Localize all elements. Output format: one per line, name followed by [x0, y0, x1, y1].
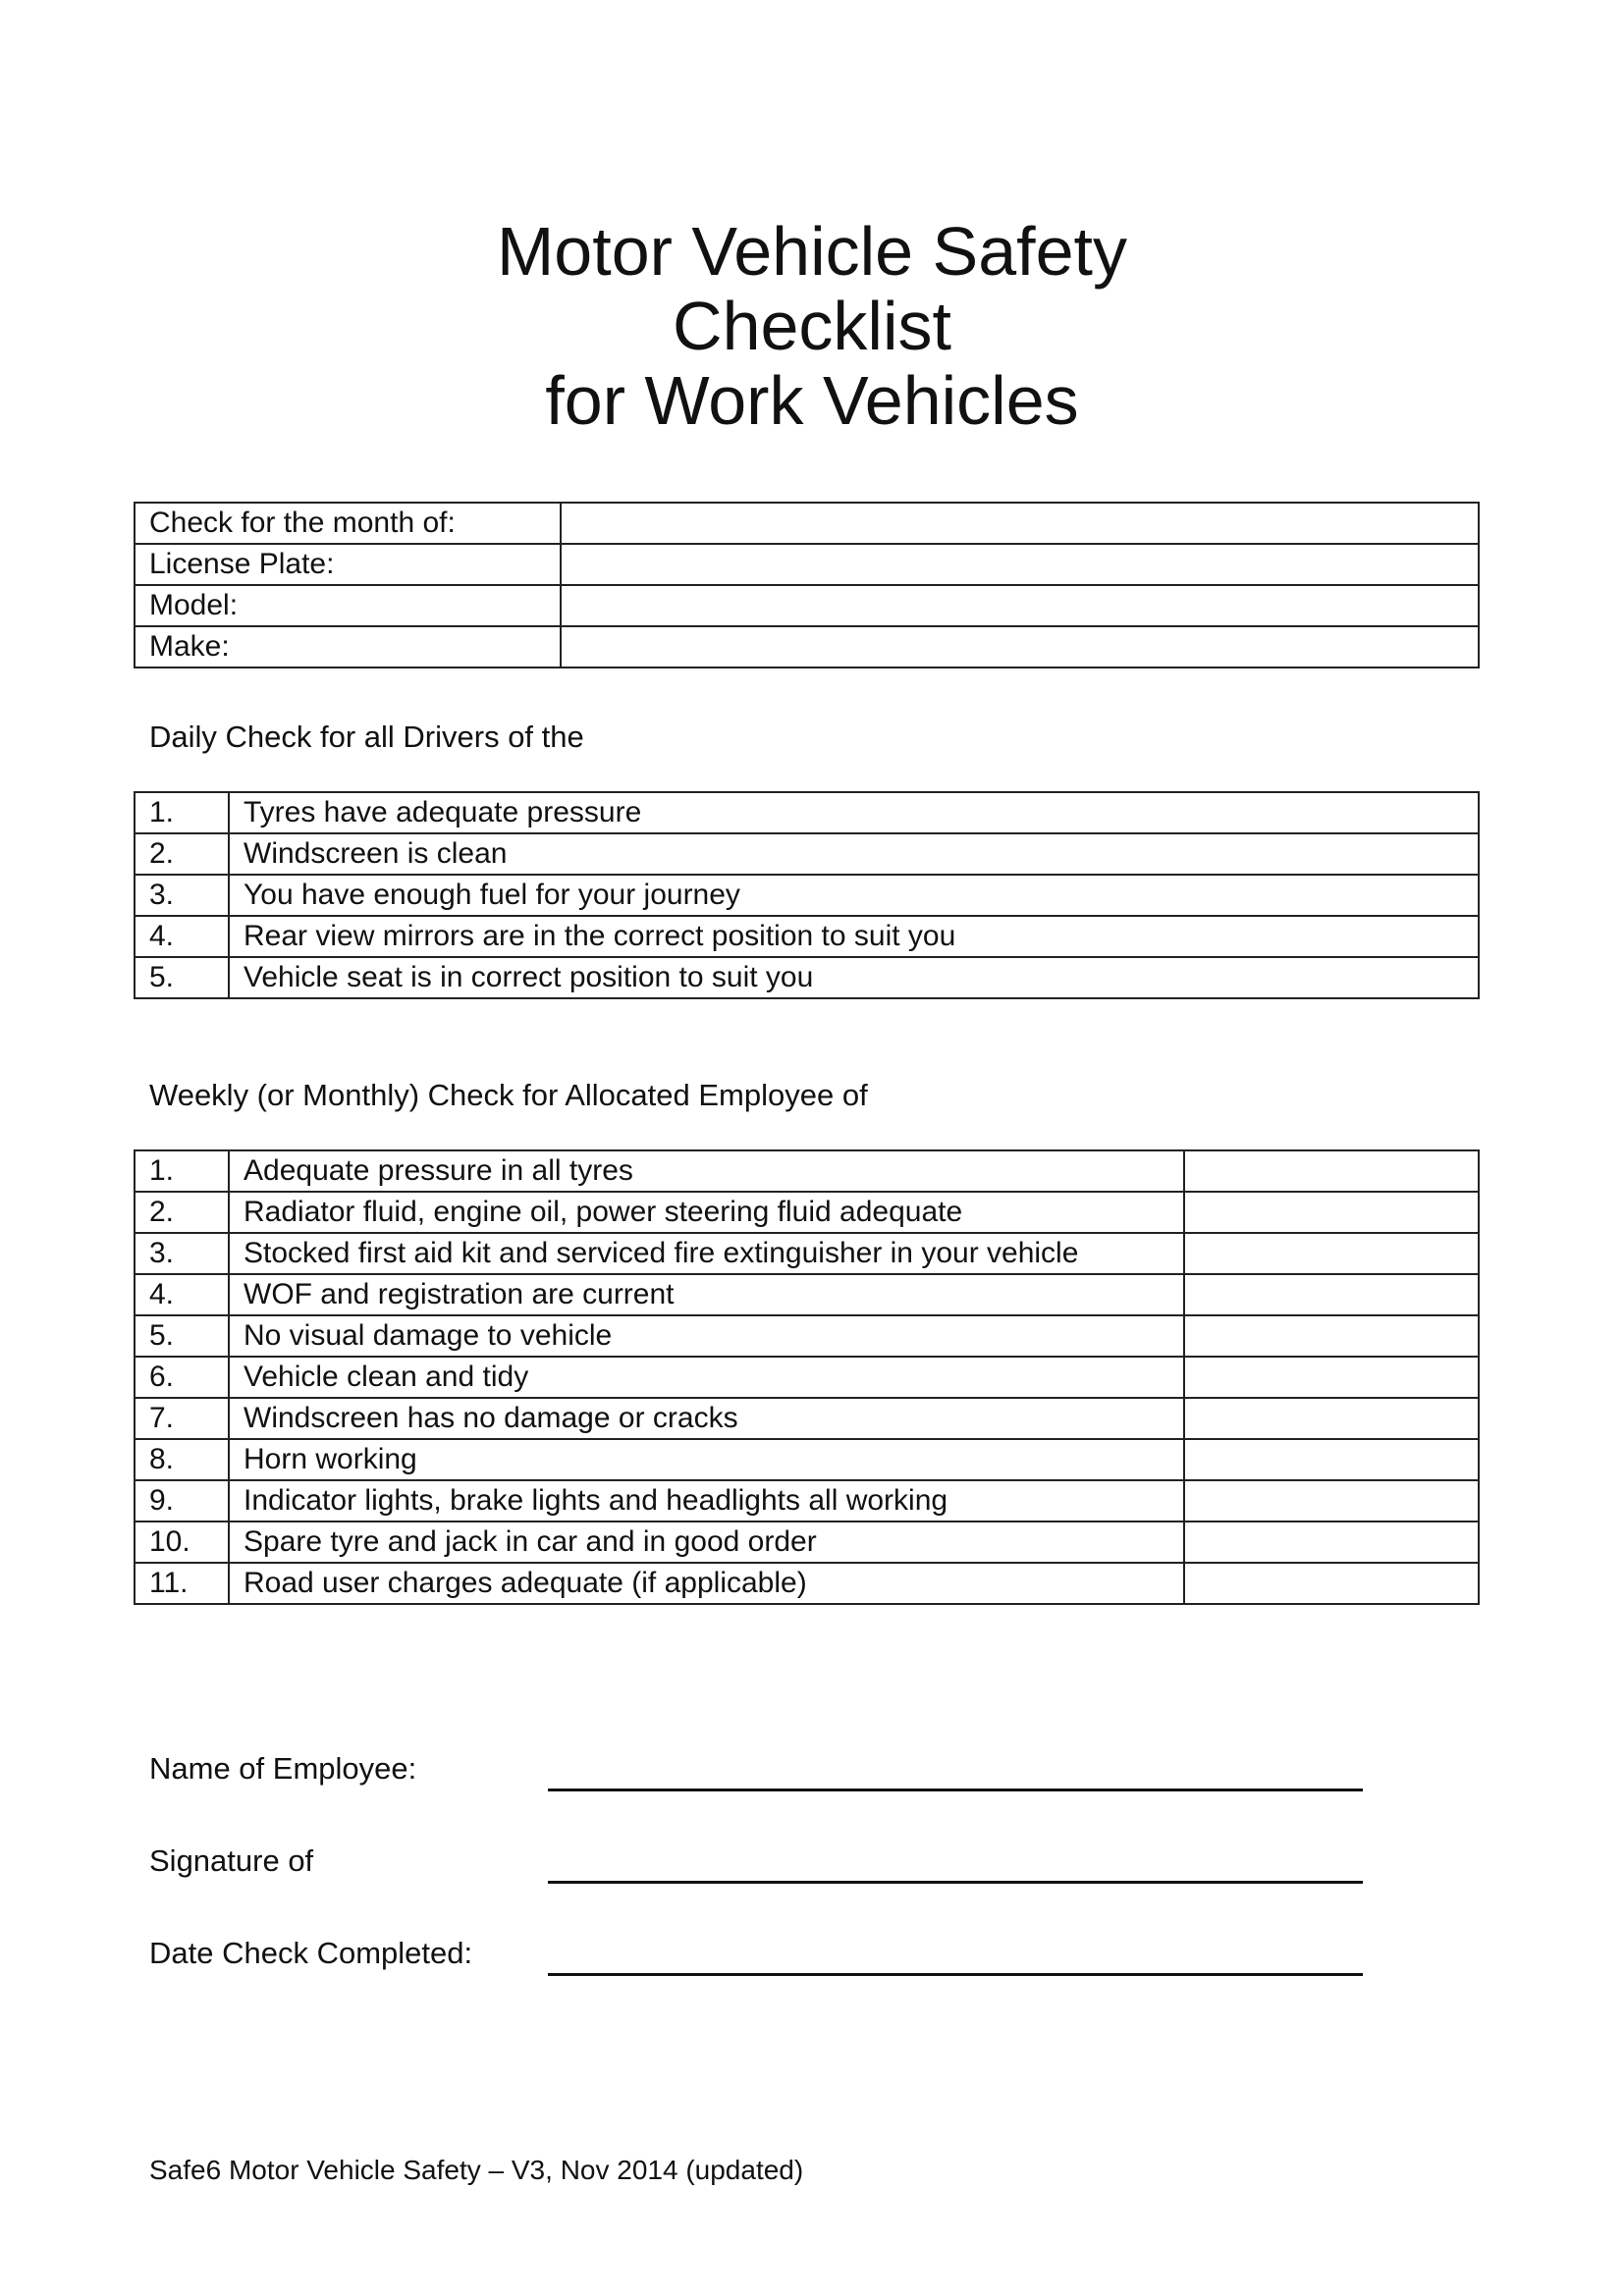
check-cell[interactable]: [1184, 1274, 1479, 1315]
table-row: [135, 1563, 1479, 1604]
item-text: WOF and registration are current: [229, 1274, 1184, 1315]
item-text: Road user charges adequate (if applicable): [229, 1563, 1184, 1604]
item-number: 1.: [135, 1150, 229, 1192]
table-row: [135, 1439, 1479, 1480]
item-number: 4.: [135, 916, 229, 957]
make-field[interactable]: [561, 626, 1479, 667]
item-number: 9.: [135, 1480, 229, 1522]
employee-name-row: [149, 1751, 1367, 1794]
item-number: 2.: [135, 833, 229, 875]
item-number: 6.: [135, 1357, 229, 1398]
signature-row: [149, 1843, 1367, 1887]
check-cell[interactable]: [1184, 1480, 1479, 1522]
month-field[interactable]: [561, 503, 1479, 544]
table-row: [135, 1315, 1479, 1357]
table-row: [135, 1192, 1479, 1233]
model-label: Model:: [135, 585, 561, 626]
model-field[interactable]: [561, 585, 1479, 626]
check-cell[interactable]: [1184, 1522, 1479, 1563]
check-cell[interactable]: [1184, 1150, 1479, 1192]
date-completed-label: Date Check Completed:: [149, 1936, 473, 1970]
check-cell[interactable]: [1184, 1439, 1479, 1480]
table-row: [135, 1233, 1479, 1274]
item-number: 4.: [135, 1274, 229, 1315]
table-row: [135, 833, 1479, 875]
item-number: 5.: [135, 1315, 229, 1357]
table-row: [135, 875, 1479, 916]
table-row: [135, 792, 1479, 833]
table-row: [135, 1480, 1479, 1522]
employee-name-label: Name of Employee:: [149, 1751, 417, 1786]
item-number: 10.: [135, 1522, 229, 1563]
item-text: Vehicle clean and tidy: [229, 1357, 1184, 1398]
item-number: 5.: [135, 957, 229, 998]
item-text: Indicator lights, brake lights and headlights all working: [229, 1480, 1184, 1522]
table-row: [135, 1274, 1479, 1315]
table-row: [135, 916, 1479, 957]
table-row: [135, 626, 1479, 667]
check-cell[interactable]: [1184, 1315, 1479, 1357]
item-text: Tyres have adequate pressure: [229, 792, 1479, 833]
item-text: No visual damage to vehicle: [229, 1315, 1184, 1357]
table-row: [135, 1150, 1479, 1192]
footer-text: Safe6 Motor Vehicle Safety – V3, Nov 2014 (updated): [149, 2155, 804, 2185]
make-label: Make:: [135, 626, 561, 667]
date-row: [149, 1936, 1367, 1979]
item-text: Radiator fluid, engine oil, power steering fluid adequate: [229, 1192, 1184, 1233]
document-title: [0, 213, 1624, 439]
item-number: 1.: [135, 792, 229, 833]
vehicle-info-table: [134, 502, 1480, 668]
item-number: 11.: [135, 1563, 229, 1604]
item-text: Stocked first aid kit and serviced fire extinguisher in your vehicle: [229, 1233, 1184, 1274]
item-text: Rear view mirrors are in the correct position to suit you: [229, 916, 1479, 957]
item-text: Horn working: [229, 1439, 1184, 1480]
check-cell[interactable]: [1184, 1192, 1479, 1233]
title-line-2: Checklist: [673, 288, 951, 364]
item-text: Adequate pressure in all tyres: [229, 1150, 1184, 1192]
item-number: 3.: [135, 875, 229, 916]
table-row: [135, 585, 1479, 626]
item-text: Windscreen has no damage or cracks: [229, 1398, 1184, 1439]
title-line-1: Motor Vehicle Safety: [497, 213, 1127, 290]
employee-name-line[interactable]: [548, 1789, 1363, 1791]
check-cell[interactable]: [1184, 1563, 1479, 1604]
signature-label: Signature of: [149, 1843, 314, 1878]
date-completed-line[interactable]: [548, 1973, 1363, 1976]
table-row: [135, 1398, 1479, 1439]
table-row: [135, 957, 1479, 998]
table-row: [135, 1357, 1479, 1398]
license-plate-field[interactable]: [561, 544, 1479, 585]
table-row: [135, 1522, 1479, 1563]
item-number: 2.: [135, 1192, 229, 1233]
license-plate-label: License Plate:: [135, 544, 561, 585]
item-text: Vehicle seat is in correct position to suit you: [229, 957, 1479, 998]
check-cell[interactable]: [1184, 1233, 1479, 1274]
check-cell[interactable]: [1184, 1398, 1479, 1439]
daily-check-table: [134, 791, 1480, 999]
weekly-check-heading: Weekly (or Monthly) Check for Allocated Employee of: [149, 1078, 868, 1112]
weekly-check-table: [134, 1149, 1480, 1605]
table-row: [135, 503, 1479, 544]
item-number: 3.: [135, 1233, 229, 1274]
table-row: [135, 544, 1479, 585]
item-text: You have enough fuel for your journey: [229, 875, 1479, 916]
daily-check-heading: Daily Check for all Drivers of the: [149, 720, 584, 754]
item-text: Spare tyre and jack in car and in good order: [229, 1522, 1184, 1563]
item-text: Windscreen is clean: [229, 833, 1479, 875]
check-cell[interactable]: [1184, 1357, 1479, 1398]
title-line-3: for Work Vehicles: [545, 362, 1079, 439]
item-number: 8.: [135, 1439, 229, 1480]
item-number: 7.: [135, 1398, 229, 1439]
signature-line[interactable]: [548, 1881, 1363, 1884]
month-label: Check for the month of:: [135, 503, 561, 544]
